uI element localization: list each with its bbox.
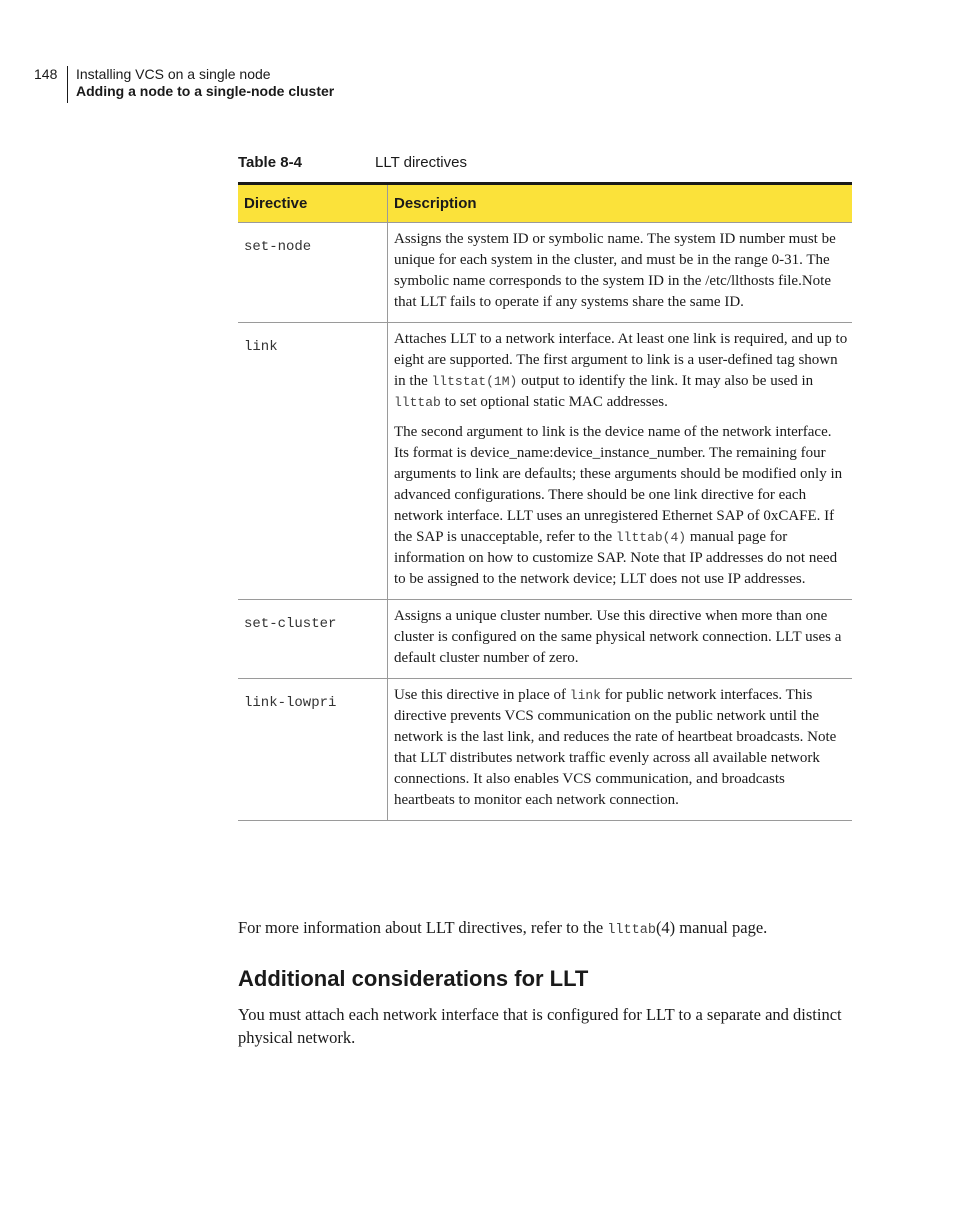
description-text: manual page for information on how to customize SAP. Note that IP addresses do not need to be assigned to the network device; LLT does not use IP addresses. (394, 529, 838, 587)
reference-code: llttab (607, 923, 656, 938)
description-text: Attaches LLT to a network interface. At least one link is required, and up to eight are supported. The first argument to link is a user-defined tag shown in the (394, 331, 848, 389)
description-cell (388, 323, 852, 599)
description-cell (388, 679, 852, 820)
column-header-directive: Directive (238, 185, 388, 222)
table-caption-label: Table 8-4 (238, 154, 302, 171)
description-text: Use this directive in place of (394, 687, 570, 703)
description-paragraph (394, 229, 848, 313)
description-text: Assigns a unique cluster number. Use this directive when more than one cluster is configured on the same physical network connection. LLT uses a default cluster number of zero. (394, 608, 842, 666)
directive-cell: set-node (238, 223, 388, 322)
description-text: The second argument to link is the device name of the network interface. Its format is device_name:device_instance_number. The remaining four arguments to link are defaults; these arguments should be modified only in advanced configurations. There should be one link directive for each network interface. LLT uses an unregistered Ethernet SAP of 0xCAFE. If the SAP is unacceptable, refer to the (394, 424, 843, 545)
description-cell (388, 223, 852, 322)
section-title: Adding a node to a single-node cluster (76, 83, 335, 99)
inline-code: llttab(4) (615, 530, 687, 545)
column-header-description: Description (394, 195, 477, 212)
llttab-reference-paragraph (238, 916, 858, 942)
chapter-title: Installing VCS on a single node (76, 66, 271, 82)
directive-cell: link (238, 323, 388, 599)
description-paragraph (394, 685, 848, 811)
directive-cell: link-lowpri (238, 679, 388, 820)
table-header-row (238, 185, 852, 223)
inline-code: lltstat(1M) (431, 374, 518, 389)
table-body (238, 223, 852, 821)
table-caption-title: LLT directives (375, 154, 467, 171)
section-heading: Additional considerations for LLT (238, 966, 589, 991)
inline-code: link (569, 688, 601, 703)
page-number: 148 (34, 66, 58, 82)
description-text: for public network interfaces. This directive prevents VCS communication on the public network until the network is the last link, and reduces the rate of heartbeat broadcasts. Note that LLT distributes network traffic evenly across all available network connections. It also enables VCS communication, and broadcasts heartbeats to monitor each network connection. (394, 687, 837, 808)
reference-text-start: For more information about LLT directives, refer to the (238, 918, 608, 937)
description-text: output to identify the link. It may also be used in (517, 373, 814, 389)
table-row (238, 223, 852, 323)
description-paragraph (394, 422, 848, 590)
table-row (238, 323, 852, 600)
llt-directives-table (238, 182, 852, 821)
reference-text-end: (4) manual page. (655, 918, 768, 937)
description-text: to set optional static MAC addresses. (440, 394, 668, 410)
table-row (238, 679, 852, 821)
table-row (238, 600, 852, 679)
section-body-paragraph: You must attach each network interface that is configured for LLT to a separate and distinct physical network. (238, 1005, 842, 1047)
description-cell (388, 600, 852, 678)
inline-code: llttab (394, 395, 441, 410)
description-paragraph (394, 329, 848, 413)
description-text: Assigns the system ID or symbolic name. The system ID number must be unique for each system in the cluster, and must be in the range 0-31. The symbolic name corresponds to the system ID in the /etc/llthosts file.Note that LLT fails to operate if any systems share the same ID. (394, 231, 836, 310)
directive-cell: set-cluster (238, 600, 388, 678)
header-divider (67, 66, 68, 103)
description-paragraph (394, 606, 848, 669)
